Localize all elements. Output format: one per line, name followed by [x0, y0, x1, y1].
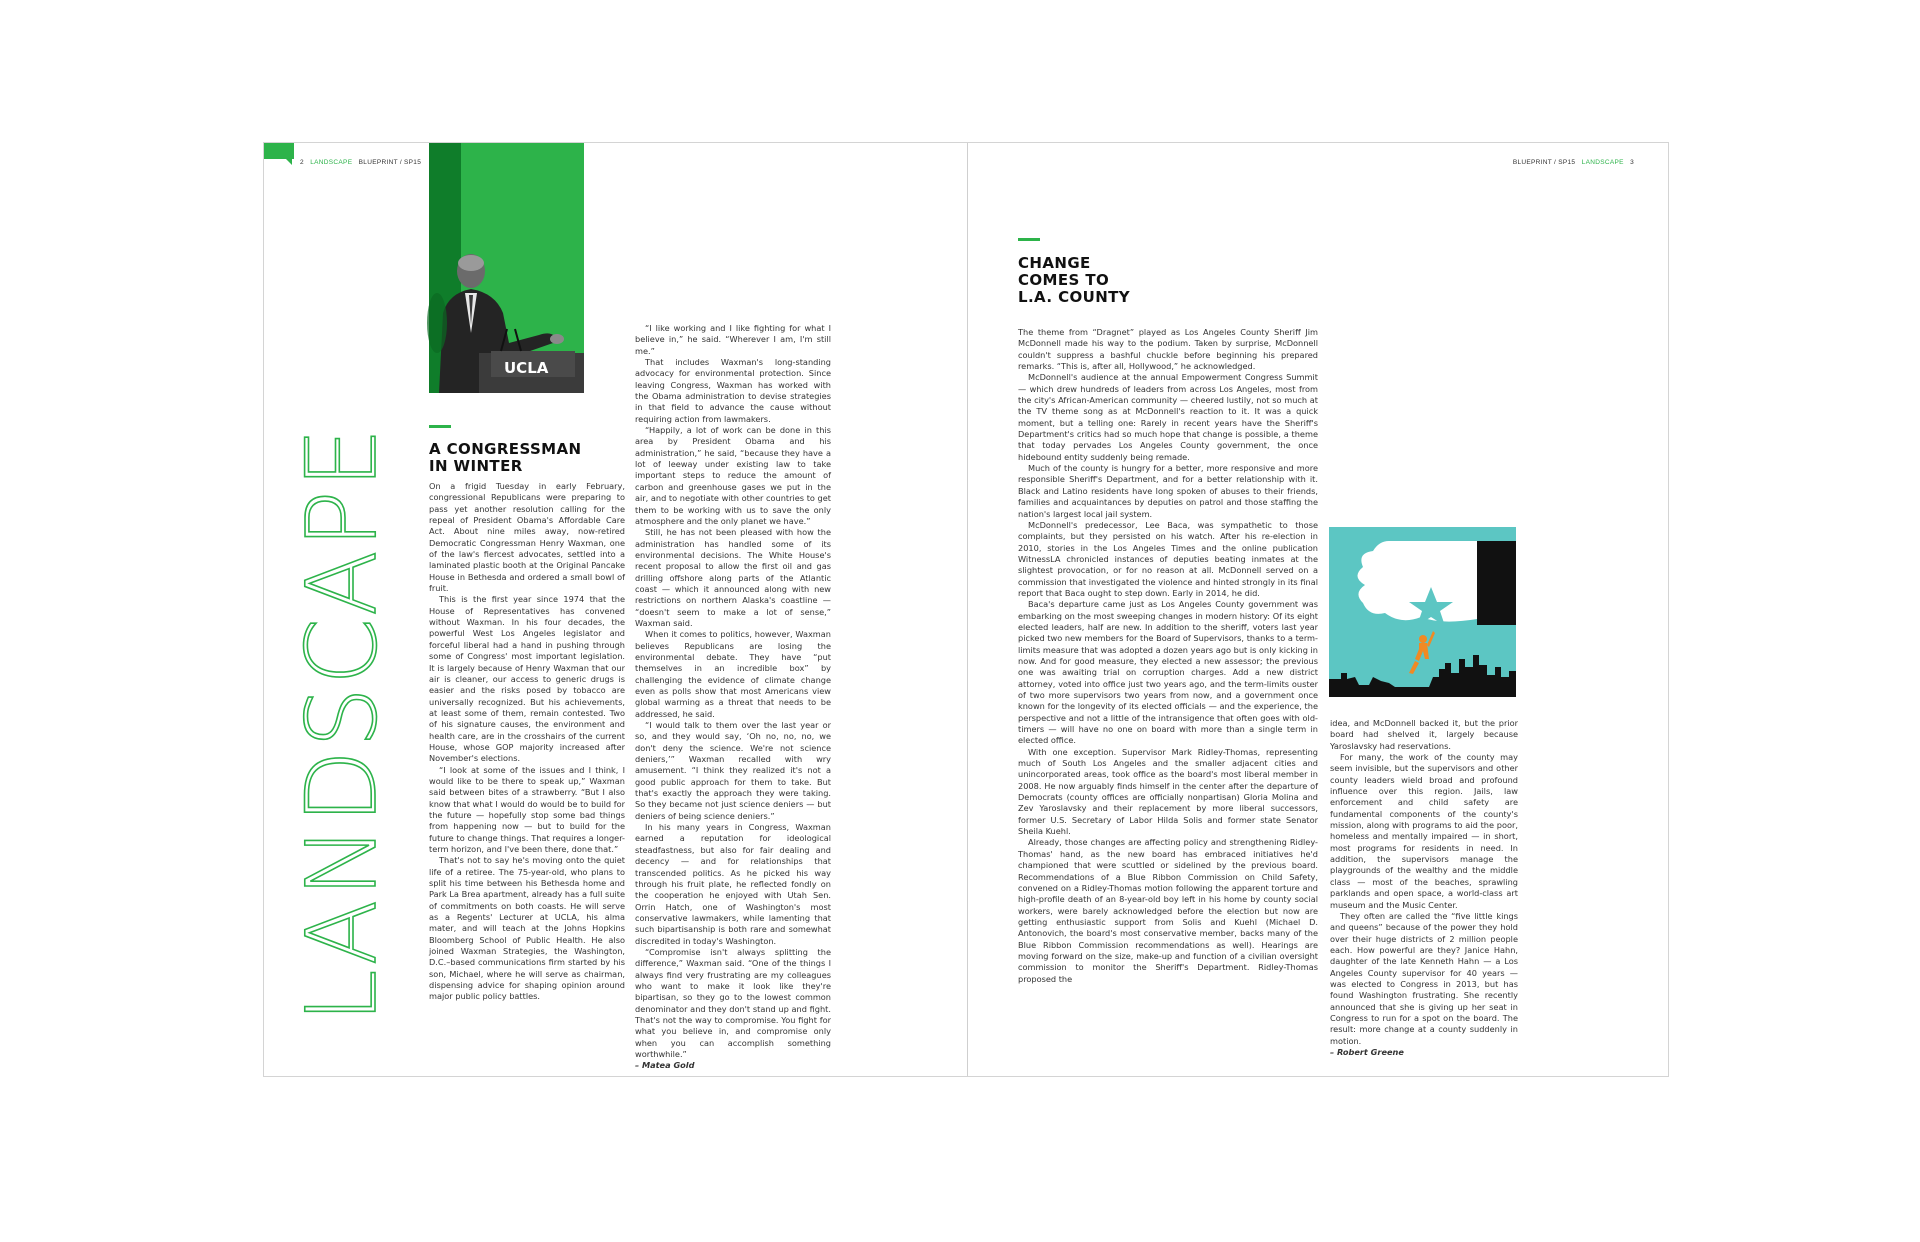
left-byline: – Matea Gold — [635, 1060, 695, 1071]
paragraph: Baca's departure came just as Los Angeles County government was embarking on the most sweeping changes in modern history: Of its eight elected leaders, half are new. In addition to the sheriff, voters last year picked two new members for the Board of Supervisors, thanks to a term-limits measure that was adopted a dozen years ago but is only kicking in now. And for good measure, they elected a new assessor; the previous one was awaiting trial on corruption charges. Add a new district attorney, voted into office just two years ago, and the term-limits ouster of two more supervisors two years from now, and a government once known for the longevity of its elected officials — and the experience, the perspective and not a little of the intransigence that often goes with old-timers — will have no one on board with more than a single term in elected office. — [1018, 599, 1318, 746]
left-headline — [429, 441, 581, 475]
right-headline-dash — [1018, 238, 1040, 241]
left-article-column-1 — [429, 481, 625, 1002]
right-headline-line-2: COMES TO — [1018, 271, 1110, 289]
right-headline-line-1: CHANGE — [1018, 254, 1091, 272]
left-folio — [300, 159, 421, 166]
paragraph: “I look at some of the issues and I think, I would like to be there to speak up,” Waxman said between bites of a strawberry. “But I also know that what I would do would be to build for the future — hopefully stop some bad things from happening now — but to build for the future to change things. That requires a longer-term horizon, and I've been there, done that.” — [429, 764, 625, 854]
right-folio-number: 3 — [1630, 159, 1634, 166]
left-folio-number: 2 — [300, 159, 304, 166]
paragraph: “I would talk to them over the last year or so, and they would say, ‘Oh no, no, no, we don't deny the science. We're not science deniers,’” Waxman recalled with wry amusement. “I think they realized it's not a good public approach for them to take. But that's exactly the approach they were taking. So they became not just science deniers — but deniers of being science deniers.” — [635, 720, 831, 821]
paragraph: McDonnell's predecessor, Lee Baca, was sympathetic to those complaints, but they persisted on his watch. After his re-election in 2010, stories in the Los Angeles Times and the online publication WitnessLA chronicled instances of deputies beating inmates at the slightest provocation, or for no reason at all. McDonnell served on a commission that investigated the violence and hinted strongly in its final report that Baca ought to step down. Early in 2014, he did. — [1018, 519, 1318, 598]
paragraph: This is the first year since 1974 that the House of Representatives has convened without Waxman. In his four decades, the powerful West Los Angeles legislator and forceful liberal had a hand in pushing through some of Congress' most important legislation. It is largely because of Henry Waxman that our air is cleaner, our access to generic drugs is easier and the risks posed by tobacco are universally recognized. But his achievements, at least some of them, remain contested. Two of his signature causes, the environment and health care, are in the crosshairs of the current House, whose GOP majority increased after November's elections. — [429, 594, 625, 764]
paragraph: Still, he has not been pleased with how the administration has handled some of its environmental decisions. The White House's recent proposal to allow the first oil and gas drilling offshore along parts of the Atlantic coast — which it announced along with new restrictions on northern Alaska's coastline — “doesn't seem to make a lot of sense,” Waxman said. — [635, 527, 831, 628]
left-headline-line-2: IN WINTER — [429, 457, 523, 475]
right-article-column-1 — [1018, 327, 1318, 984]
paragraph: Already, those changes are affecting policy and strengthening Ridley-Thomas' hand, as the new board has embraced initiatives he'd championed that were scuttled or sidelined by the previous board. Recommendations of a Blue Ribbon Commission on Child Safety, convened on a Ridley-Thomas motion following the apparent torture and high-profile death of an 8-year-old boy left in his home by county social workers, were barely acknowledged before the election but now are getting enthusiastic support from Solis and Kuehl (Michael D. Antonovich, the board's most conservative member, backs many of the Blue Ribbon Commission recommendations as well). Hearings are moving forward on the size, make-up and function of a civilian oversight commission to monitor the Sheriff's Department. Ridley-Thomas proposed the — [1018, 837, 1318, 984]
paragraph: They often are called the “five little kings and queens” because of the power they hold over their huge districts of 2 million people each. How powerful are they? Janice Hahn, daughter of the late Kenneth Hahn — a Los Angeles County supervisor for 40 years — was elected to Congress in 2013, but has found Washington frustrating. She recently announced that she is giving up her seat in Congress to run for a spot on the board. The result: more change at a county suddenly in motion. — [1330, 910, 1518, 1046]
right-byline: – Robert Greene — [1330, 1046, 1404, 1057]
paragraph: The theme from “Dragnet” played as Los Angeles County Sheriff Jim McDonnell made his way to the podium. Taken by surprise, McDonnell couldn't suppress a bashful chuckle before beginning his prepared remarks. “This is, after all, Hollywood,” he acknowledged. — [1018, 327, 1318, 372]
paragraph: “Happily, a lot of work can be done in this area by President Obama and his administration,” he said, “because they have a lot of leeway under existing law to take important steps to reduce the amount of carbon and greenhouse gases we put in the air, and to negotiate with other countries to get them to be working with us to save the only atmosphere and the only planet we have.” — [635, 425, 831, 526]
vertical-section-word: LANDSCAPE — [286, 425, 398, 1023]
section-tab-flag — [264, 143, 294, 159]
paragraph: With one exception. Supervisor Mark Ridley-Thomas, representing much of South Los Angeles and the smaller adjacent cities and unincorporated areas, took office as the board's most liberal member in 2008. He now arguably finds himself in the center after the departure of Democrats (county offices are officially nonpartisan) Gloria Molina and Zev Yaroslavsky and their replacement by more liberal successors, former U.S. Secretary of Labor Hilda Solis and former state Senator Sheila Kuehl. — [1018, 746, 1318, 837]
paragraph: For many, the work of the county may seem invisible, but the supervisors and other county leaders wield broad and profound influence over this region. Jails, law enforcement and child safety are fundamental components of the county's mission, along with programs to aid the poor, homeless and mentally impaired — in short, most programs for residents in need. In addition, the supervisors manage the playgrounds of the wealthy and the middle class — most of the beaches, sprawling parklands and open space, a world-class art museum and the Music Center. — [1330, 752, 1518, 910]
photo-sign-text: UCLA — [504, 359, 549, 377]
paragraph: “Compromise isn't always splitting the difference,” Waxman said. “One of the things I always find very frustrating are my colleagues who want to make it look like they're bipartisan, so they go to the lowest common denominator and they don't stand up and fight. That's not the way to compromise. You fight for what you believe in, and compromise only when you can accomplish something worthwhile.” — [635, 946, 831, 1059]
left-folio-issue: BLUEPRINT / SP15 — [358, 159, 422, 166]
left-headline-dash — [429, 425, 451, 428]
paragraph: “I like working and I like fighting for what I believe in,” he said. “Wherever I am, I'm still me.” — [635, 323, 831, 356]
county-illustration — [1329, 527, 1516, 697]
right-headline — [1018, 255, 1130, 306]
left-page — [264, 143, 967, 1076]
left-article-column-2 — [635, 323, 831, 1071]
right-article-column-2 — [1330, 718, 1518, 1057]
paragraph: That's not to say he's moving onto the quiet life of a retiree. The 75-year-old, who plans to split his time between his Bethesda home and Park La Brea apartment, already has a full suite of commitments on both coasts. He will serve as a Regents' Lecturer at UCLA, his alma mater, and will teach at the Johns Hopkins Bloomberg School of Public Health. He also joined Waxman Strategies, the Washington, D.C.–based communications firm started by his son, Michael, where he will serve as chairman, dispensing advice for shaping opinion around major public policy battles. — [429, 855, 625, 1002]
left-folio-section: LANDSCAPE — [310, 159, 353, 166]
paragraph: idea, and McDonnell backed it, but the prior board had shelved it, largely because Yaroslavsky had reservations. — [1330, 718, 1518, 751]
paragraph: On a frigid Tuesday in early February, congressional Republicans were preparing to pass yet another resolution calling for the repeal of President Obama's Affordable Care Act. About nine miles away, now-retired Democratic Congressman Henry Waxman, one of the law's fiercest advocates, settled into a laminated plastic booth at the Original Pancake House in Bethesda and ordered a small bowl of fruit. — [429, 481, 625, 594]
left-headline-line-1: A CONGRESSMAN — [429, 440, 582, 458]
right-folio-section: LANDSCAPE — [1581, 159, 1624, 166]
right-folio — [1513, 159, 1634, 166]
right-page — [968, 143, 1670, 1076]
paragraph: When it comes to politics, however, Waxman believes Republicans are losing the environmental debate. They have “put themselves in an incredible box” by challenging the evidence of climate change even as polls show that most Americans view global warming as a threat that needs to be addressed, he said. — [635, 629, 831, 719]
waxman-photo — [429, 143, 584, 393]
paragraph: Much of the county is hungry for a better, more responsive and more responsible Sheriff's Department, and for a better relationship with it. Black and Latino residents have long spoken of abuses to their friends, families and acquaintances by deputies on patrol and those staffing the nation's largest local jail system. — [1018, 463, 1318, 519]
right-folio-issue: BLUEPRINT / SP15 — [1512, 159, 1576, 166]
paragraph: McDonnell's audience at the annual Empowerment Congress Summit — which drew hundreds of leaders from across Los Angeles, most from the city's African-American community — cheered lustily, not so much at the TV theme song as at McDonnell's reaction to it. It was a quick moment, but a telling one: Rarely in recent years have the Sheriff's Department's critics had so much hope that change is possible, a theme that today pervades Los Angeles County government, the once hidebound entity suddenly being remade. — [1018, 372, 1318, 462]
right-headline-line-3: L.A. COUNTY — [1018, 288, 1131, 306]
paragraph: That includes Waxman's long-standing advocacy for environmental protection. Since leaving Congress, Waxman has worked with the Obama administration to devise strategies in that field to advance the cause without requiring action from lawmakers. — [635, 357, 831, 424]
paragraph: In his many years in Congress, Waxman earned a reputation for ideological steadfastness, but also for fair dealing and decency — and for relationships that transcended politics. As he picked his way through his fruit plate, he reflected fondly on the cooperation he enjoyed with Utah Sen. Orrin Hatch, one of Washington's most conservative lawmakers, while lamenting that such bipartisanship is both rare and somewhat discredited in today's Washington. — [635, 822, 831, 946]
